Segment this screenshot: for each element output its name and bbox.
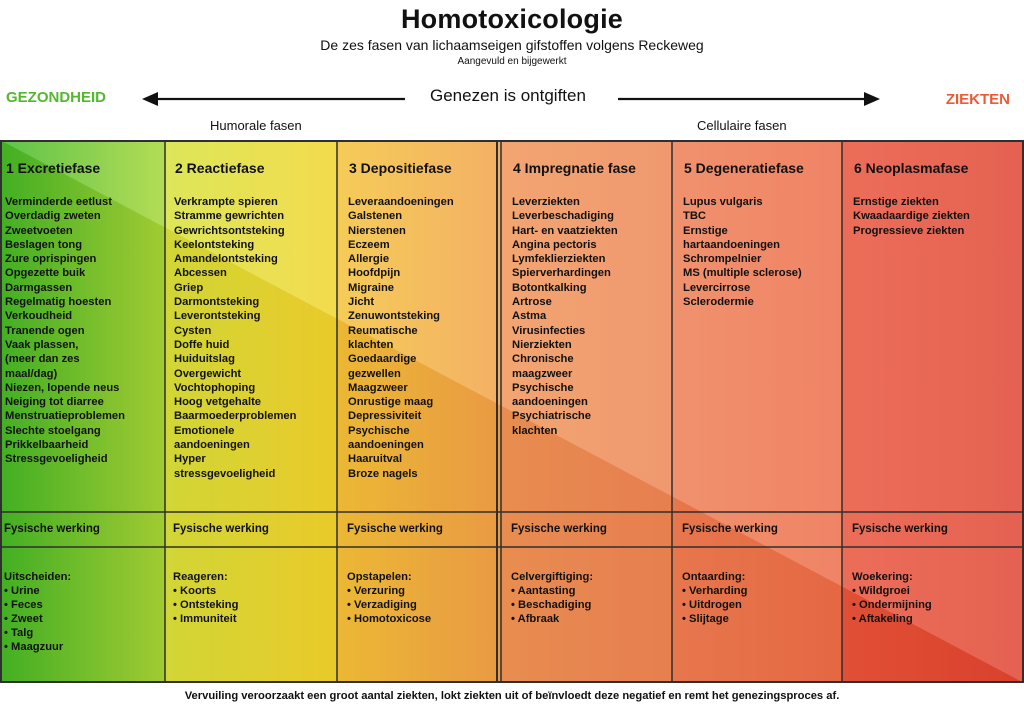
- list-item: Haaruitval: [348, 453, 403, 466]
- list-item: Doffe huid: [174, 338, 230, 351]
- list-item: Neiging tot diarree: [5, 396, 104, 409]
- list-item: Slechte stoelgang: [5, 424, 101, 437]
- list-item: Opgezette buik: [5, 267, 86, 280]
- list-item: Reumatische: [348, 324, 418, 337]
- effect-label: Fysische werking: [852, 523, 948, 535]
- detox-label: Genezen is ontgiften: [430, 86, 586, 105]
- effect-label: Fysische werking: [682, 523, 778, 535]
- list-item: Zenuwontsteking: [348, 310, 440, 323]
- effect-block: [682, 570, 747, 626]
- list-item: klachten: [512, 424, 558, 437]
- effect-block: [173, 570, 238, 626]
- list-item: Ernstige ziekten: [853, 196, 939, 208]
- diagram-subtitle-note: Aangevuld en bijgewerkt: [457, 56, 567, 67]
- list-item: maal/dag): [5, 367, 58, 380]
- cellular-phases-label: Cellulaire fasen: [697, 118, 787, 133]
- effect-title: Reageren:: [173, 571, 228, 583]
- symptom-list: [512, 195, 618, 438]
- list-item: Verminderde eetlust: [5, 196, 112, 208]
- list-item: Keelontsteking: [174, 238, 255, 251]
- effect-label: Fysische werking: [4, 523, 100, 535]
- list-item: Eczeem: [348, 238, 390, 251]
- phase-title: 2 Reactiefase: [175, 160, 265, 176]
- list-item: • Verzuring: [347, 585, 406, 597]
- effect-block: [4, 570, 71, 654]
- list-item: klachten: [348, 338, 394, 351]
- list-item: Maagzweer: [348, 381, 408, 394]
- effect-list: [682, 584, 747, 626]
- list-item: Emotionele: [174, 424, 235, 437]
- list-item: Griep: [174, 281, 204, 294]
- phase-column-5: [678, 140, 842, 683]
- health-label: GEZONDHEID: [6, 89, 107, 106]
- axis-arrowhead-right: [864, 92, 880, 106]
- list-item: Gewrichtsontsteking: [174, 224, 285, 237]
- list-item: Darmgassen: [5, 281, 73, 294]
- effect-list: [511, 584, 593, 626]
- phase-column-3: [343, 140, 497, 683]
- list-item: • Aantasting: [511, 585, 576, 597]
- list-item: gezwellen: [348, 367, 401, 380]
- symptom-list: [5, 195, 125, 467]
- list-item: • Wildgroei: [852, 585, 910, 597]
- list-item: hartaandoeningen: [683, 238, 780, 251]
- list-item: Chronische: [512, 353, 574, 366]
- list-item: Verkrampte spieren: [174, 196, 278, 208]
- list-item: Zweetvoeten: [5, 224, 73, 237]
- phase-column-2: [169, 140, 337, 683]
- list-item: Menstruatieproblemen: [5, 410, 125, 423]
- list-item: Psychiatrische: [512, 410, 591, 423]
- phase-title: 3 Depositiefase: [349, 160, 452, 176]
- list-item: • Koorts: [173, 585, 217, 597]
- list-item: Stramme gewrichten: [174, 210, 285, 223]
- list-item: Astma: [512, 310, 547, 323]
- effect-block: [852, 570, 932, 626]
- list-item: Nierstenen: [348, 224, 406, 237]
- list-item: • Urine: [4, 585, 40, 597]
- list-item: Levercirrose: [683, 281, 751, 294]
- list-item: maagzweer: [512, 367, 573, 380]
- list-item: Ernstige: [683, 224, 728, 237]
- list-item: • Uitdrogen: [682, 599, 742, 611]
- list-item: Nierziekten: [512, 338, 572, 351]
- list-item: Darmontsteking: [174, 296, 260, 309]
- list-item: Zure oprispingen: [5, 253, 97, 266]
- list-item: Cysten: [174, 324, 212, 337]
- list-item: Lupus vulgaris: [683, 196, 763, 208]
- phase-title: 6 Neoplasmafase: [854, 160, 969, 176]
- list-item: • Ontsteking: [173, 599, 239, 611]
- list-item: Jicht: [348, 296, 375, 309]
- list-item: Overgewicht: [174, 367, 242, 380]
- list-item: Hart- en vaatziekten: [512, 224, 618, 237]
- phases-board: [0, 140, 1024, 683]
- list-item: Baarmoederproblemen: [174, 410, 297, 423]
- list-item: Vochtophoping: [174, 381, 256, 394]
- effect-title: Celvergiftiging:: [511, 571, 594, 583]
- effect-title: Ontaarding:: [682, 571, 746, 583]
- list-item: Abcessen: [174, 267, 227, 280]
- list-item: Progressieve ziekten: [853, 224, 965, 237]
- list-item: TBC: [683, 210, 706, 223]
- list-item: Schrompelnier: [683, 253, 762, 266]
- list-item: Stressgevoeligheid: [5, 453, 108, 466]
- list-item: • Beschadiging: [511, 599, 592, 611]
- list-item: Hyper: [174, 453, 206, 466]
- list-item: stressgevoeligheid: [174, 467, 276, 480]
- list-item: Angina pectoris: [512, 238, 597, 251]
- list-item: (meer dan zes: [5, 353, 80, 366]
- list-item: Leverontsteking: [174, 310, 261, 323]
- list-item: Amandelontsteking: [174, 253, 278, 266]
- list-item: • Immuniteit: [173, 613, 237, 625]
- list-item: Overdadig zweten: [5, 210, 101, 223]
- diagram-subtitle: De zes fasen van lichaamseigen gifstoffen volgens Reckeweg: [320, 37, 704, 53]
- effect-block: [347, 570, 431, 626]
- effect-title: Uitscheiden:: [4, 571, 72, 583]
- phase-title: 5 Degeneratiefase: [684, 160, 804, 176]
- disease-label: ZIEKTEN: [945, 91, 1010, 108]
- list-item: Regelmatig hoesten: [5, 296, 112, 309]
- list-item: • Maagzuur: [4, 641, 64, 653]
- list-item: Vaak plassen,: [5, 338, 79, 351]
- list-item: MS (multiple sclerose): [683, 267, 802, 280]
- list-item: Migraine: [348, 281, 395, 294]
- list-item: Leveraandoeningen: [348, 196, 454, 208]
- list-item: • Slijtage: [682, 613, 729, 625]
- list-item: Broze nagels: [348, 467, 418, 480]
- list-item: Spierverhardingen: [512, 267, 611, 280]
- phase-title: 1 Excretiefase: [6, 160, 101, 176]
- footer-note: Vervuiling veroorzaakt een groot aantal ziekten, lokt ziekten uit of beïnvloedt deze negatief en remt het genezingsproces af.: [184, 690, 840, 702]
- list-item: • Afbraak: [511, 613, 560, 625]
- symptom-list: [174, 195, 296, 481]
- list-item: Leverziekten: [512, 196, 580, 208]
- list-item: Galstenen: [348, 210, 403, 223]
- phase-column-4: [507, 140, 672, 683]
- list-item: • Verzadiging: [347, 599, 417, 611]
- list-item: Allergie: [348, 253, 390, 266]
- effect-label: Fysische werking: [173, 523, 269, 535]
- list-item: Kwaadaardige ziekten: [853, 210, 970, 223]
- list-item: Psychische: [512, 381, 574, 394]
- symptom-list: [853, 195, 970, 238]
- list-item: aandoeningen: [348, 439, 424, 452]
- diagram-title: Homotoxicologie: [400, 4, 623, 34]
- effect-list: [852, 584, 932, 626]
- list-item: Botontkalking: [512, 281, 587, 294]
- effect-block: [511, 570, 593, 626]
- list-item: Depressiviteit: [348, 410, 422, 423]
- effect-list: [347, 584, 431, 626]
- list-item: Tranende ogen: [5, 324, 85, 337]
- list-item: Niezen, lopende neus: [5, 381, 120, 394]
- list-item: Artrose: [512, 296, 552, 309]
- symptom-list: [348, 195, 454, 481]
- health-disease-axis: [0, 86, 1024, 112]
- list-item: Hoog vetgehalte: [174, 396, 262, 409]
- list-item: • Zweet: [4, 613, 43, 625]
- list-item: Goedaardige: [348, 353, 417, 366]
- humoral-phases-label: Humorale fasen: [210, 118, 302, 133]
- list-item: Lymfeklierziekten: [512, 253, 606, 266]
- symptom-list: [683, 195, 802, 309]
- list-item: • Ondermijning: [852, 599, 932, 611]
- effect-list: [173, 584, 238, 626]
- list-item: Hoofdpijn: [348, 267, 401, 280]
- list-item: • Talg: [4, 627, 34, 639]
- list-item: Beslagen tong: [5, 238, 83, 251]
- list-item: • Feces: [4, 599, 43, 611]
- effect-label: Fysische werking: [511, 523, 607, 535]
- list-item: Verkoudheid: [5, 310, 73, 323]
- phase-title: 4 Impregnatie fase: [513, 160, 636, 176]
- effect-label: Fysische werking: [347, 523, 443, 535]
- list-item: • Aftakeling: [852, 613, 913, 625]
- list-item: • Verharding: [682, 585, 748, 597]
- list-item: Psychische: [348, 424, 410, 437]
- list-item: • Homotoxicose: [347, 613, 432, 625]
- list-item: Leverbeschadiging: [512, 210, 614, 223]
- list-item: Sclerodermie: [683, 296, 754, 309]
- list-item: Huiduitslag: [174, 353, 235, 366]
- phase-column-1: [0, 140, 165, 683]
- effect-title: Woekering:: [852, 571, 913, 583]
- effect-list: [4, 584, 71, 654]
- list-item: aandoeningen: [512, 396, 588, 409]
- list-item: aandoeningen: [174, 439, 250, 452]
- axis-arrowhead-left: [142, 92, 158, 106]
- list-item: Prikkelbaarheid: [5, 439, 89, 452]
- list-item: Onrustige maag: [348, 396, 434, 409]
- list-item: Virusinfecties: [512, 324, 586, 337]
- effect-title: Opstapelen:: [347, 571, 412, 583]
- phase-column-6: [848, 140, 1024, 683]
